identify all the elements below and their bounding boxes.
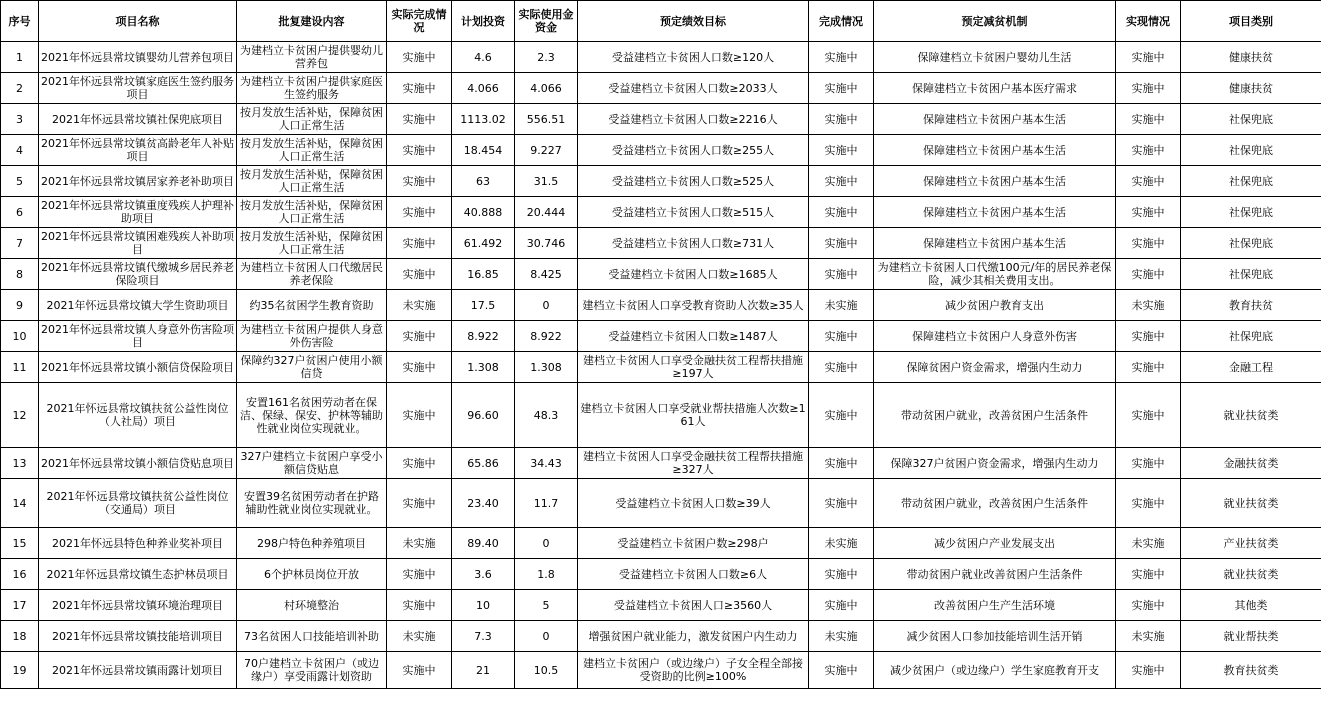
cell-realization-status: 实施中 xyxy=(1116,652,1181,689)
cell-approved-content: 为建档立卡贫困户提供人身意外伤害险 xyxy=(237,321,387,352)
cell-approved-content: 为建档立卡贫困户提供家庭医生签约服务 xyxy=(237,73,387,104)
cell-performance-target: 建档立卡贫困人口享受金融扶贫工程帮扶措施≥197人 xyxy=(578,352,809,383)
table-row xyxy=(1,166,1321,197)
cell-project-name: 2021年怀远县特色种养业奖补项目 xyxy=(39,528,237,559)
cell-index: 5 xyxy=(1,166,39,197)
cell-realization-status: 实施中 xyxy=(1116,559,1181,590)
cell-approved-content: 按月发放生活补贴，保障贫困人口正常生活 xyxy=(237,197,387,228)
cell-completion-status: 实施中 xyxy=(809,321,874,352)
table-row xyxy=(1,197,1321,228)
cell-actual-completion: 未实施 xyxy=(387,290,452,321)
cell-approved-content: 70户建档立卡贫困户（或边缘户）享受雨露计划资助 xyxy=(237,652,387,689)
cell-planned-investment: 21 xyxy=(452,652,515,689)
cell-planned-investment: 18.454 xyxy=(452,135,515,166)
cell-actual-completion: 实施中 xyxy=(387,42,452,73)
cell-project-category: 社保兜底 xyxy=(1181,166,1321,197)
cell-realization-status: 实施中 xyxy=(1116,42,1181,73)
cell-actual-completion: 实施中 xyxy=(387,590,452,621)
table-row xyxy=(1,559,1321,590)
cell-index: 7 xyxy=(1,228,39,259)
cell-actual-completion: 实施中 xyxy=(387,652,452,689)
cell-project-name: 2021年怀远县常坟镇大学生资助项目 xyxy=(39,290,237,321)
cell-actual-completion: 实施中 xyxy=(387,352,452,383)
table-row xyxy=(1,135,1321,166)
cell-completion-status: 实施中 xyxy=(809,352,874,383)
cell-completion-status: 实施中 xyxy=(809,73,874,104)
cell-planned-investment: 40.888 xyxy=(452,197,515,228)
cell-completion-status: 实施中 xyxy=(809,559,874,590)
cell-project-name: 2021年怀远县常坟镇居家养老补助项目 xyxy=(39,166,237,197)
cell-planned-investment: 8.922 xyxy=(452,321,515,352)
cell-approved-content: 按月发放生活补贴，保障贫困人口正常生活 xyxy=(237,135,387,166)
cell-actual-funds: 0 xyxy=(515,621,578,652)
cell-project-category: 社保兜底 xyxy=(1181,135,1321,166)
cell-realization-status: 实施中 xyxy=(1116,321,1181,352)
cell-poverty-mechanism: 保障建档立卡贫困户基本医疗需求 xyxy=(874,73,1116,104)
cell-project-category: 金融扶贫类 xyxy=(1181,448,1321,479)
cell-index: 18 xyxy=(1,621,39,652)
cell-realization-status: 实施中 xyxy=(1116,383,1181,448)
cell-poverty-mechanism: 保障建档立卡贫困户基本生活 xyxy=(874,197,1116,228)
table-row xyxy=(1,259,1321,290)
cell-poverty-mechanism: 保障建档立卡贫困户人身意外伤害 xyxy=(874,321,1116,352)
cell-planned-investment: 96.60 xyxy=(452,383,515,448)
header-completion-status: 完成情况 xyxy=(809,1,874,42)
cell-project-name: 2021年怀远县常坟镇雨露计划项目 xyxy=(39,652,237,689)
cell-planned-investment: 63 xyxy=(452,166,515,197)
cell-index: 6 xyxy=(1,197,39,228)
cell-approved-content: 327户建档立卡贫困户享受小额信贷贴息 xyxy=(237,448,387,479)
cell-project-category: 社保兜底 xyxy=(1181,259,1321,290)
cell-actual-completion: 实施中 xyxy=(387,135,452,166)
cell-index: 1 xyxy=(1,42,39,73)
cell-actual-completion: 实施中 xyxy=(387,197,452,228)
cell-planned-investment: 3.6 xyxy=(452,559,515,590)
cell-performance-target: 建档立卡贫困人口享受金融扶贫工程帮扶措施≥327人 xyxy=(578,448,809,479)
cell-index: 14 xyxy=(1,479,39,528)
cell-completion-status: 未实施 xyxy=(809,290,874,321)
header-actual-completion: 实际完成情况 xyxy=(387,1,452,42)
cell-completion-status: 未实施 xyxy=(809,528,874,559)
cell-performance-target: 受益建档立卡贫困人口数≥525人 xyxy=(578,166,809,197)
table-row xyxy=(1,73,1321,104)
cell-approved-content: 安置161名贫困劳动者在保洁、保绿、保安、护林等辅助性就业岗位实现就业。 xyxy=(237,383,387,448)
cell-realization-status: 实施中 xyxy=(1116,135,1181,166)
cell-performance-target: 建档立卡贫困户（或边缘户）子女全程全部接受资助的比例≥100% xyxy=(578,652,809,689)
cell-project-name: 2021年怀远县常坟镇代缴城乡居民养老保险项目 xyxy=(39,259,237,290)
table-row xyxy=(1,290,1321,321)
cell-poverty-mechanism: 减少贫困户产业发展支出 xyxy=(874,528,1116,559)
cell-project-name: 2021年怀远县常坟镇扶贫公益性岗位（人社局）项目 xyxy=(39,383,237,448)
cell-actual-funds: 34.43 xyxy=(515,448,578,479)
cell-project-category: 就业扶贫类 xyxy=(1181,479,1321,528)
cell-poverty-mechanism: 带动贫困户就业，改善贫困户生活条件 xyxy=(874,383,1116,448)
cell-project-category: 健康扶贫 xyxy=(1181,42,1321,73)
cell-realization-status: 实施中 xyxy=(1116,590,1181,621)
cell-project-category: 社保兜底 xyxy=(1181,104,1321,135)
cell-actual-completion: 实施中 xyxy=(387,104,452,135)
cell-project-name: 2021年怀远县常坟镇小额信贷贴息项目 xyxy=(39,448,237,479)
header-actual-funds: 实际使用金资金 xyxy=(515,1,578,42)
cell-realization-status: 未实施 xyxy=(1116,290,1181,321)
cell-actual-funds: 5 xyxy=(515,590,578,621)
cell-planned-investment: 4.6 xyxy=(452,42,515,73)
cell-completion-status: 实施中 xyxy=(809,104,874,135)
cell-index: 9 xyxy=(1,290,39,321)
cell-approved-content: 安置39名贫困劳动者在护路辅助性就业岗位实现就业。 xyxy=(237,479,387,528)
cell-actual-funds: 10.5 xyxy=(515,652,578,689)
cell-approved-content: 为建档立卡贫困户提供婴幼儿营养包 xyxy=(237,42,387,73)
cell-index: 2 xyxy=(1,73,39,104)
cell-actual-funds: 11.7 xyxy=(515,479,578,528)
cell-actual-completion: 实施中 xyxy=(387,479,452,528)
cell-poverty-mechanism: 带动贫困户就业，改善贫困户生活条件 xyxy=(874,479,1116,528)
cell-project-name: 2021年怀远县常坟镇困难残疾人补助项目 xyxy=(39,228,237,259)
table-row xyxy=(1,104,1321,135)
cell-poverty-mechanism: 保障建档立卡贫困户基本生活 xyxy=(874,104,1116,135)
header-row xyxy=(1,1,1321,42)
cell-approved-content: 按月发放生活补贴，保障贫困人口正常生活 xyxy=(237,228,387,259)
cell-actual-completion: 实施中 xyxy=(387,73,452,104)
cell-actual-funds: 48.3 xyxy=(515,383,578,448)
cell-completion-status: 实施中 xyxy=(809,166,874,197)
cell-realization-status: 实施中 xyxy=(1116,479,1181,528)
cell-project-name: 2021年怀远县常坟镇人身意外伤害险项目 xyxy=(39,321,237,352)
cell-index: 11 xyxy=(1,352,39,383)
cell-planned-investment: 7.3 xyxy=(452,621,515,652)
table-row xyxy=(1,652,1321,689)
cell-poverty-mechanism: 减少贫困人口参加技能培训生活开销 xyxy=(874,621,1116,652)
cell-project-category: 就业扶贫类 xyxy=(1181,383,1321,448)
cell-approved-content: 保障约327户贫困户使用小额信贷 xyxy=(237,352,387,383)
table-row xyxy=(1,590,1321,621)
cell-realization-status: 未实施 xyxy=(1116,528,1181,559)
cell-project-category: 社保兜底 xyxy=(1181,321,1321,352)
cell-approved-content: 约35名贫困学生教育资助 xyxy=(237,290,387,321)
cell-index: 10 xyxy=(1,321,39,352)
cell-poverty-mechanism: 带动贫困户就业改善贫困户生活条件 xyxy=(874,559,1116,590)
cell-completion-status: 未实施 xyxy=(809,621,874,652)
cell-realization-status: 实施中 xyxy=(1116,228,1181,259)
cell-completion-status: 实施中 xyxy=(809,259,874,290)
cell-poverty-mechanism: 保障建档立卡贫困户婴幼儿生活 xyxy=(874,42,1116,73)
cell-index: 12 xyxy=(1,383,39,448)
cell-index: 16 xyxy=(1,559,39,590)
cell-performance-target: 受益建档立卡贫困户数≥298户 xyxy=(578,528,809,559)
cell-approved-content: 村环境整治 xyxy=(237,590,387,621)
header-poverty-mechanism: 预定减贫机制 xyxy=(874,1,1116,42)
cell-project-name: 2021年怀远县常坟镇小额信贷保险项目 xyxy=(39,352,237,383)
cell-index: 19 xyxy=(1,652,39,689)
cell-actual-funds: 1.8 xyxy=(515,559,578,590)
cell-completion-status: 实施中 xyxy=(809,197,874,228)
cell-project-category: 就业帮扶类 xyxy=(1181,621,1321,652)
header-realization-status: 实现情况 xyxy=(1116,1,1181,42)
cell-completion-status: 实施中 xyxy=(809,228,874,259)
cell-realization-status: 未实施 xyxy=(1116,621,1181,652)
cell-actual-completion: 实施中 xyxy=(387,321,452,352)
cell-performance-target: 受益建档立卡贫困人口数≥1487人 xyxy=(578,321,809,352)
cell-realization-status: 实施中 xyxy=(1116,352,1181,383)
cell-approved-content: 73名贫困人口技能培训补助 xyxy=(237,621,387,652)
cell-approved-content: 6个护林员岗位开放 xyxy=(237,559,387,590)
table-row xyxy=(1,479,1321,528)
cell-project-name: 2021年怀远县常坟镇生态护林员项目 xyxy=(39,559,237,590)
cell-actual-funds: 556.51 xyxy=(515,104,578,135)
cell-planned-investment: 16.85 xyxy=(452,259,515,290)
cell-actual-funds: 8.922 xyxy=(515,321,578,352)
cell-actual-completion: 未实施 xyxy=(387,528,452,559)
header-project-category: 项目类别 xyxy=(1181,1,1321,42)
cell-actual-funds: 0 xyxy=(515,528,578,559)
table-row xyxy=(1,42,1321,73)
cell-actual-funds: 1.308 xyxy=(515,352,578,383)
table-row xyxy=(1,621,1321,652)
table-row xyxy=(1,228,1321,259)
cell-performance-target: 受益建档立卡贫困人口数≥6人 xyxy=(578,559,809,590)
cell-performance-target: 建档立卡贫困人口享受就业帮扶措施人次数≥161人 xyxy=(578,383,809,448)
cell-index: 13 xyxy=(1,448,39,479)
table-row xyxy=(1,383,1321,448)
cell-actual-funds: 0 xyxy=(515,290,578,321)
table-row xyxy=(1,448,1321,479)
cell-actual-completion: 实施中 xyxy=(387,228,452,259)
cell-actual-funds: 30.746 xyxy=(515,228,578,259)
cell-project-name: 2021年怀远县常坟镇扶贫公益性岗位（交通局）项目 xyxy=(39,479,237,528)
cell-completion-status: 实施中 xyxy=(809,652,874,689)
header-index: 序号 xyxy=(1,1,39,42)
cell-approved-content: 按月发放生活补贴，保障贫困人口正常生活 xyxy=(237,104,387,135)
cell-actual-completion: 实施中 xyxy=(387,166,452,197)
cell-performance-target: 受益建档立卡贫困人口数≥2216人 xyxy=(578,104,809,135)
table-row xyxy=(1,528,1321,559)
cell-project-category: 其他类 xyxy=(1181,590,1321,621)
header-project-name: 项目名称 xyxy=(39,1,237,42)
cell-project-category: 社保兜底 xyxy=(1181,228,1321,259)
cell-realization-status: 实施中 xyxy=(1116,166,1181,197)
cell-completion-status: 实施中 xyxy=(809,590,874,621)
cell-actual-funds: 4.066 xyxy=(515,73,578,104)
cell-realization-status: 实施中 xyxy=(1116,73,1181,104)
cell-project-name: 2021年怀远县常坟镇重度残疾人护理补助项目 xyxy=(39,197,237,228)
table-row xyxy=(1,352,1321,383)
cell-index: 17 xyxy=(1,590,39,621)
cell-poverty-mechanism: 为建档立卡贫困人口代缴100元/年的居民养老保险，减少其相关费用支出。 xyxy=(874,259,1116,290)
cell-realization-status: 实施中 xyxy=(1116,259,1181,290)
cell-actual-funds: 2.3 xyxy=(515,42,578,73)
header-approved-content: 批复建设内容 xyxy=(237,1,387,42)
cell-project-category: 金融工程 xyxy=(1181,352,1321,383)
cell-project-category: 教育扶贫类 xyxy=(1181,652,1321,689)
cell-performance-target: 增强贫困户就业能力，激发贫困户内生动力 xyxy=(578,621,809,652)
cell-project-name: 2021年怀远县常坟镇技能培训项目 xyxy=(39,621,237,652)
header-planned-investment: 计划投资 xyxy=(452,1,515,42)
cell-realization-status: 实施中 xyxy=(1116,448,1181,479)
cell-planned-investment: 1113.02 xyxy=(452,104,515,135)
cell-actual-completion: 实施中 xyxy=(387,383,452,448)
cell-actual-completion: 未实施 xyxy=(387,621,452,652)
cell-poverty-mechanism: 改善贫困户生产生活环境 xyxy=(874,590,1116,621)
cell-project-category: 健康扶贫 xyxy=(1181,73,1321,104)
cell-completion-status: 实施中 xyxy=(809,383,874,448)
cell-index: 15 xyxy=(1,528,39,559)
cell-poverty-mechanism: 保障建档立卡贫困户基本生活 xyxy=(874,135,1116,166)
cell-performance-target: 建档立卡贫困人口享受教育资助人次数≥35人 xyxy=(578,290,809,321)
cell-planned-investment: 89.40 xyxy=(452,528,515,559)
cell-project-category: 教育扶贫 xyxy=(1181,290,1321,321)
cell-actual-funds: 9.227 xyxy=(515,135,578,166)
cell-project-name: 2021年怀远县常坟镇贫高龄老年人补贴项目 xyxy=(39,135,237,166)
cell-project-category: 就业扶贫类 xyxy=(1181,559,1321,590)
cell-actual-completion: 实施中 xyxy=(387,259,452,290)
table-row xyxy=(1,321,1321,352)
header-performance-target: 预定绩效目标 xyxy=(578,1,809,42)
cell-performance-target: 受益建档立卡贫困人口数≥39人 xyxy=(578,479,809,528)
cell-index: 8 xyxy=(1,259,39,290)
cell-planned-investment: 17.5 xyxy=(452,290,515,321)
cell-performance-target: 受益建档立卡贫困人口数≥731人 xyxy=(578,228,809,259)
cell-planned-investment: 61.492 xyxy=(452,228,515,259)
cell-project-name: 2021年怀远县常坟镇婴幼儿营养包项目 xyxy=(39,42,237,73)
cell-planned-investment: 4.066 xyxy=(452,73,515,104)
cell-planned-investment: 10 xyxy=(452,590,515,621)
cell-performance-target: 受益建档立卡贫困人口数≥120人 xyxy=(578,42,809,73)
cell-approved-content: 298户特色种养殖项目 xyxy=(237,528,387,559)
cell-actual-funds: 31.5 xyxy=(515,166,578,197)
cell-project-name: 2021年怀远县常坟镇环境治理项目 xyxy=(39,590,237,621)
cell-index: 4 xyxy=(1,135,39,166)
cell-approved-content: 为建档立卡贫困人口代缴居民养老保险 xyxy=(237,259,387,290)
cell-poverty-mechanism: 保障贫困户资金需求，增强内生动力 xyxy=(874,352,1116,383)
cell-poverty-mechanism: 减少贫困户（或边缘户）学生家庭教育开支 xyxy=(874,652,1116,689)
cell-project-category: 社保兜底 xyxy=(1181,197,1321,228)
cell-actual-funds: 20.444 xyxy=(515,197,578,228)
cell-poverty-mechanism: 保障327户贫困户资金需求，增强内生动力 xyxy=(874,448,1116,479)
cell-performance-target: 受益建档立卡贫困人口数≥2033人 xyxy=(578,73,809,104)
cell-actual-funds: 8.425 xyxy=(515,259,578,290)
cell-completion-status: 实施中 xyxy=(809,479,874,528)
cell-completion-status: 实施中 xyxy=(809,135,874,166)
cell-poverty-mechanism: 减少贫困户教育支出 xyxy=(874,290,1116,321)
cell-planned-investment: 1.308 xyxy=(452,352,515,383)
cell-approved-content: 按月发放生活补贴，保障贫困人口正常生活 xyxy=(237,166,387,197)
cell-planned-investment: 65.86 xyxy=(452,448,515,479)
cell-project-category: 产业扶贫类 xyxy=(1181,528,1321,559)
cell-project-name: 2021年怀远县常坟镇社保兜底项目 xyxy=(39,104,237,135)
cell-project-name: 2021年怀远县常坟镇家庭医生签约服务项目 xyxy=(39,73,237,104)
cell-performance-target: 受益建档立卡贫困人口数≥1685人 xyxy=(578,259,809,290)
cell-realization-status: 实施中 xyxy=(1116,197,1181,228)
cell-index: 3 xyxy=(1,104,39,135)
cell-realization-status: 实施中 xyxy=(1116,104,1181,135)
cell-completion-status: 实施中 xyxy=(809,42,874,73)
cell-poverty-mechanism: 保障建档立卡贫困户基本生活 xyxy=(874,228,1116,259)
cell-poverty-mechanism: 保障建档立卡贫困户基本生活 xyxy=(874,166,1116,197)
cell-performance-target: 受益建档立卡贫困人口数≥255人 xyxy=(578,135,809,166)
cell-completion-status: 实施中 xyxy=(809,448,874,479)
cell-performance-target: 受益建档立卡贫困人口≥3560人 xyxy=(578,590,809,621)
cell-planned-investment: 23.40 xyxy=(452,479,515,528)
cell-performance-target: 受益建档立卡贫困人口数≥515人 xyxy=(578,197,809,228)
cell-actual-completion: 实施中 xyxy=(387,559,452,590)
cell-actual-completion: 实施中 xyxy=(387,448,452,479)
